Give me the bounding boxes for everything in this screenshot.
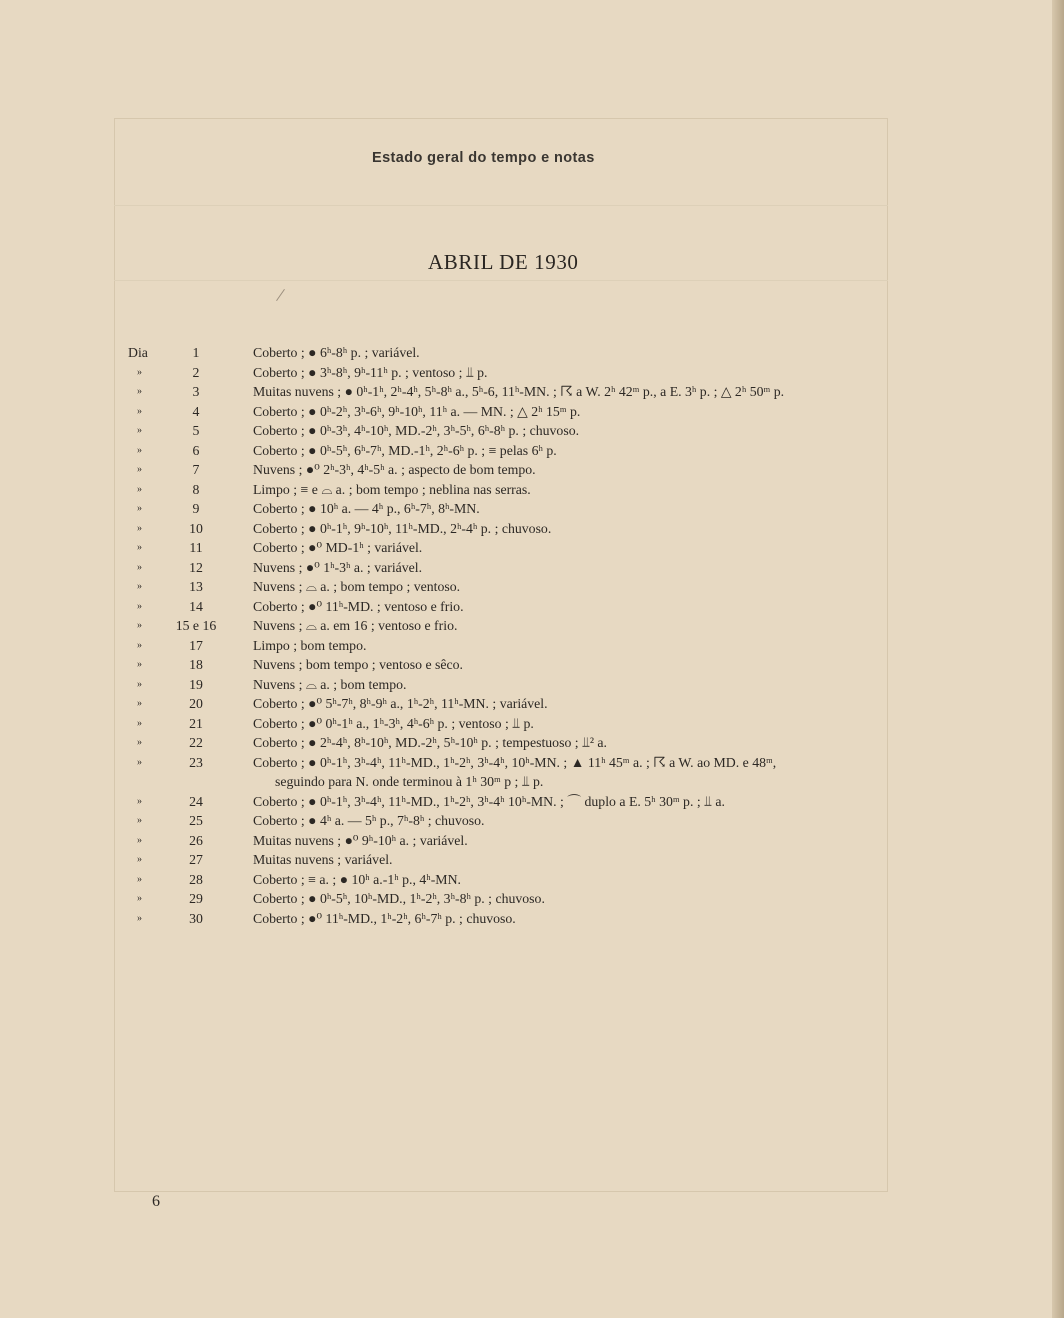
weather-note-line: Coberto ; ● 6ʰ-8ʰ p. ; variável. xyxy=(253,345,420,360)
weather-note xyxy=(253,714,534,734)
table-row xyxy=(0,831,1064,851)
weather-note-line: Coberto ; ●⁰ 5ʰ-7ʰ, 8ʰ-9ʰ a., 1ʰ-2ʰ, 11ʰ-MN. ; variável. xyxy=(253,696,548,711)
day-number: 9 xyxy=(192,501,200,516)
weather-note-line: Muitas nuvens ; variável. xyxy=(253,852,393,867)
ditto-mark: » xyxy=(137,873,142,885)
ditto-mark: » xyxy=(137,542,142,553)
day-number: 13 xyxy=(189,579,203,594)
weather-note-line: Coberto ; ● 0ʰ-5ʰ, 10ʰ-MD., 1ʰ-2ʰ, 3ʰ-8ʰ p. ; chuvoso. xyxy=(253,891,545,906)
day-number: 26 xyxy=(189,832,203,848)
day-number: 12 xyxy=(189,559,203,575)
day-number: 22 xyxy=(189,735,203,750)
weather-note xyxy=(253,538,422,558)
ditto-mark: » xyxy=(137,737,142,748)
weather-note-line: Coberto ; ●⁰ 11ʰ-MD., 1ʰ-2ʰ, 6ʰ-7ʰ p. ; chuvoso. xyxy=(253,910,516,926)
day-number: 5 xyxy=(192,423,200,438)
table-row xyxy=(0,850,1064,870)
ditto-mark: » xyxy=(137,581,142,592)
table-row xyxy=(0,655,1064,675)
day-number: 19 xyxy=(189,676,203,692)
table-row xyxy=(0,519,1064,539)
day-number: 1 xyxy=(192,345,200,360)
ditto-mark: » xyxy=(137,522,142,534)
table-row xyxy=(0,558,1064,578)
table-row xyxy=(0,870,1064,890)
table-row xyxy=(0,538,1064,558)
weather-note-continuation: seguindo para N. onde terminou à 1ʰ 30ᵐ p ; ⫫ p. xyxy=(275,774,544,789)
day-number: 20 xyxy=(189,696,203,711)
day-number: 24 xyxy=(189,793,203,809)
show-through-line xyxy=(114,205,888,206)
weather-note xyxy=(253,733,607,753)
weather-note xyxy=(253,441,557,461)
table-row xyxy=(0,753,1064,792)
ditto-mark: » xyxy=(137,561,142,573)
ditto-mark: » xyxy=(137,503,142,514)
ditto-mark: » xyxy=(137,912,142,924)
weather-note xyxy=(253,811,484,831)
weather-note xyxy=(253,597,464,617)
day-number: 30 xyxy=(189,910,203,926)
ditto-mark: » xyxy=(137,893,142,904)
day-number: 8 xyxy=(192,481,200,497)
weather-note-line: Limpo ; bom tempo. xyxy=(253,637,367,653)
weather-note-line: Nuvens ; ⌓ a. ; bom tempo. xyxy=(253,676,407,692)
ditto-mark: » xyxy=(137,425,142,436)
weather-note-line: Muitas nuvens ; ● 0ʰ-1ʰ, 2ʰ-4ʰ, 5ʰ-8ʰ a., 5ʰ-6, 11ʰ-MN. ; ☈ a W. 2ʰ 42ᵐ p., a E. 3ʰ p. ; △ 2ʰ 50ᵐ p. xyxy=(253,384,785,399)
weather-note xyxy=(253,655,463,675)
weather-note-line: Nuvens ; ●⁰ 2ʰ-3ʰ, 4ʰ-5ʰ a. ; aspecto de bom tempo. xyxy=(253,462,536,477)
weather-note-line: Coberto ; ●⁰ 0ʰ-1ʰ a., 1ʰ-3ʰ, 4ʰ-6ʰ p. ; ventoso ; ⫫ p. xyxy=(253,715,534,731)
section-header: Estado geral do tempo e notas xyxy=(372,150,595,166)
weather-note xyxy=(253,577,460,597)
table-row xyxy=(0,597,1064,617)
table-row xyxy=(0,363,1064,383)
table-row xyxy=(0,675,1064,695)
weather-note xyxy=(253,343,420,363)
table-row xyxy=(0,909,1064,929)
ditto-mark: » xyxy=(137,698,142,709)
weather-note-line: Coberto ; ● 0ʰ-1ʰ, 3ʰ-4ʰ, 11ʰ-MD., 1ʰ-2ʰ, 3ʰ-4ʰ, 10ʰ-MN. ; ▲ 11ʰ 45ᵐ a. ; ☈ a W. ao MD. e 48ᵐ, xyxy=(253,754,777,770)
table-row xyxy=(0,499,1064,519)
weather-note xyxy=(253,402,580,422)
table-row xyxy=(0,382,1064,402)
weather-note xyxy=(253,616,457,636)
table-row xyxy=(0,636,1064,656)
weather-note xyxy=(253,675,406,695)
day-number: 29 xyxy=(189,891,203,906)
ditto-mark: » xyxy=(137,854,142,865)
ditto-mark: » xyxy=(137,483,142,495)
weather-note-line: Coberto ; ● 2ʰ-4ʰ, 8ʰ-10ʰ, MD.-2ʰ, 5ʰ-10ʰ p. ; tempestuoso ; ⫫² a. xyxy=(253,735,607,750)
weather-note xyxy=(253,909,516,929)
day-number: 14 xyxy=(189,598,203,614)
table-row xyxy=(0,694,1064,714)
weather-note-line: Nuvens ; ⌓ a. ; bom tempo ; ventoso. xyxy=(253,579,461,594)
table-row xyxy=(0,733,1064,753)
ditto-mark: » xyxy=(137,444,142,456)
ditto-mark: » xyxy=(137,639,142,651)
table-row xyxy=(0,480,1064,500)
ditto-mark: » xyxy=(137,366,142,378)
weather-note-line: Coberto ; ● 0ʰ-2ʰ, 3ʰ-6ʰ, 9ʰ-10ʰ, 11ʰ a. — MN. ; △ 2ʰ 15ᵐ p. xyxy=(253,403,581,419)
weather-note-line: Coberto ; ●⁰ 11ʰ-MD. ; ventoso e frio. xyxy=(253,598,464,614)
weather-note xyxy=(253,558,422,578)
day-number: 21 xyxy=(189,715,203,731)
ditto-mark: » xyxy=(137,386,142,397)
weather-note xyxy=(253,889,545,909)
weather-notes-table xyxy=(0,343,1064,928)
ditto-mark: » xyxy=(137,659,142,670)
table-row xyxy=(0,343,1064,363)
day-number: 27 xyxy=(189,852,203,867)
day-number: 2 xyxy=(192,364,200,380)
day-number: 7 xyxy=(192,462,200,477)
weather-note xyxy=(253,636,366,656)
weather-note xyxy=(253,694,548,714)
table-row xyxy=(0,421,1064,441)
table-row xyxy=(0,402,1064,422)
page-number: 6 xyxy=(152,1193,160,1210)
weather-note xyxy=(253,460,536,480)
ditto-mark: » xyxy=(137,756,142,768)
weather-note-line: Coberto ; ●⁰ MD-1ʰ ; variável. xyxy=(253,540,423,555)
ditto-mark: » xyxy=(137,815,142,826)
day-number: 10 xyxy=(189,520,203,536)
table-row xyxy=(0,616,1064,636)
day-number: 6 xyxy=(192,442,200,458)
weather-note-line: Coberto ; ● 3ʰ-8ʰ, 9ʰ-11ʰ p. ; ventoso ; ⫫ p. xyxy=(253,364,488,380)
day-number: 3 xyxy=(192,384,200,399)
weather-note-line: Nuvens ; ⌓ a. em 16 ; ventoso e frio. xyxy=(253,618,458,633)
ditto-mark: » xyxy=(137,678,142,690)
table-row xyxy=(0,889,1064,909)
ditto-mark: » xyxy=(137,464,142,475)
weather-note-line: Coberto ; ● 10ʰ a. — 4ʰ p., 6ʰ-7ʰ, 8ʰ-MN. xyxy=(253,501,480,516)
ditto-mark: » xyxy=(137,795,142,807)
day-number: 11 xyxy=(189,540,203,555)
ditto-mark: » xyxy=(137,405,142,417)
weather-note-line: Coberto ; ● 0ʰ-3ʰ, 4ʰ-10ʰ, MD.-2ʰ, 3ʰ-5ʰ, 6ʰ-8ʰ p. ; chuvoso. xyxy=(253,423,580,438)
table-row xyxy=(0,811,1064,831)
show-through-line xyxy=(114,280,888,281)
weather-note-line: Coberto ; ● 0ʰ-1ʰ, 9ʰ-10ʰ, 11ʰ-MD., 2ʰ-4ʰ p. ; chuvoso. xyxy=(253,520,552,536)
page-title: ABRIL DE 1930 xyxy=(428,250,579,274)
day-number: 4 xyxy=(192,403,200,419)
ditto-mark: » xyxy=(137,717,142,729)
weather-note-line: Muitas nuvens ; ●⁰ 9ʰ-10ʰ a. ; variável. xyxy=(253,832,468,848)
weather-note xyxy=(253,363,488,383)
weather-note xyxy=(253,519,551,539)
weather-note-line: Limpo ; ≡ e ⌓ a. ; bom tempo ; neblina nas serras. xyxy=(253,481,531,497)
weather-note-line: Nuvens ; bom tempo ; ventoso e sêco. xyxy=(253,657,463,672)
ditto-mark: » xyxy=(137,834,142,846)
weather-note xyxy=(253,480,531,500)
weather-note-line: Coberto ; ≡ a. ; ● 10ʰ a.-1ʰ p., 4ʰ-MN. xyxy=(253,871,461,887)
weather-note-line: Nuvens ; ●⁰ 1ʰ-3ʰ a. ; variável. xyxy=(253,559,423,575)
ditto-mark: » xyxy=(137,620,142,631)
weather-note xyxy=(253,792,725,812)
day-number: 15 e 16 xyxy=(175,618,217,633)
weather-note-line: Coberto ; ● 0ʰ-1ʰ, 3ʰ-4ʰ, 11ʰ-MD., 1ʰ-2ʰ, 3ʰ-4ʰ 10ʰ-MN. ; ⌒ duplo a E. 5ʰ 30ᵐ p. ; ⫫ a. xyxy=(253,793,725,809)
weather-note xyxy=(253,850,392,870)
dia-label: Dia xyxy=(128,345,148,360)
day-number: 18 xyxy=(189,657,203,672)
weather-note-line: Coberto ; ● 0ʰ-5ʰ, 6ʰ-7ʰ, MD.-1ʰ, 2ʰ-6ʰ p. ; ≡ pelas 6ʰ p. xyxy=(253,442,557,458)
weather-note xyxy=(253,870,461,890)
table-row xyxy=(0,441,1064,461)
day-number: 17 xyxy=(189,637,203,653)
day-number: 23 xyxy=(189,754,203,770)
weather-note xyxy=(253,753,776,792)
weather-note xyxy=(253,421,579,441)
day-number: 28 xyxy=(189,871,203,887)
weather-note xyxy=(253,382,784,402)
table-row xyxy=(0,714,1064,734)
table-row xyxy=(0,792,1064,812)
ditto-mark: » xyxy=(137,600,142,612)
weather-note xyxy=(253,499,480,519)
weather-note-line: Coberto ; ● 4ʰ a. — 5ʰ p., 7ʰ-8ʰ ; chuvoso. xyxy=(253,813,485,828)
weather-note xyxy=(253,831,468,851)
table-row xyxy=(0,577,1064,597)
table-row xyxy=(0,460,1064,480)
day-number: 25 xyxy=(189,813,203,828)
